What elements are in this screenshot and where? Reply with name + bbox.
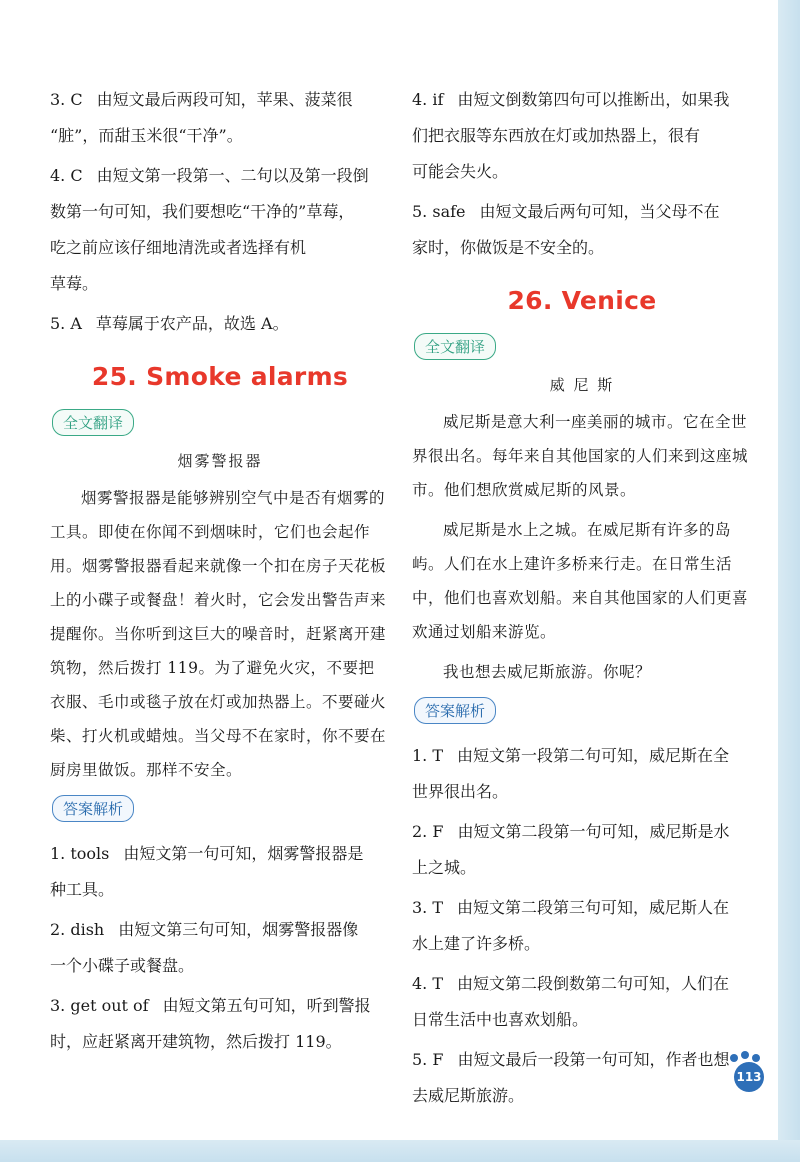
item-text-line: 吃之前应该仔细地清洗或者选择有机: [50, 238, 307, 257]
item-text-line: 世界很出名。: [412, 782, 509, 801]
item-answer: A: [70, 314, 82, 333]
answer-analysis-list: [412, 738, 752, 1114]
prev-answer-list: [50, 82, 390, 342]
answer-analysis-list: [50, 836, 390, 1060]
item-answer: F: [432, 1050, 444, 1069]
translation-title: 烟雾警报器: [177, 452, 263, 470]
analysis-tag: 答案解析: [414, 697, 496, 724]
item-text-line: 草莓属于农产品，故选 A。: [95, 314, 289, 333]
item-number: 4.: [50, 166, 66, 185]
item-text-line: “脏”，而甜玉米很“干净”。: [50, 126, 243, 145]
answer-item: [50, 836, 390, 908]
answer-item: [412, 82, 752, 190]
item-answer: F: [432, 822, 444, 841]
item-number: 3.: [50, 90, 66, 109]
translation-title: 威 尼 斯: [549, 376, 615, 394]
item-text-line: 数第一句可知，我们要想吃“干净的”草莓，: [50, 202, 355, 221]
item-answer: C: [70, 90, 83, 109]
item-text-line: 家时，你做饭是不安全的。: [412, 238, 605, 257]
translation-tag: 全文翻译: [52, 409, 134, 436]
item-number: 1.: [412, 746, 428, 765]
answer-item: [50, 82, 390, 154]
item-number: 2.: [50, 920, 66, 939]
page-edge-right: [778, 0, 800, 1162]
answer-item: [412, 814, 752, 886]
item-number: 1.: [50, 844, 66, 863]
item-text-line: 草莓。: [50, 274, 99, 293]
translation-body: [50, 481, 390, 787]
item-text-line: 由短文第一段第二句可知，威尼斯在全: [457, 746, 730, 765]
item-answer: get out of: [70, 996, 149, 1015]
item-answer: T: [432, 974, 444, 993]
answer-item: [412, 738, 752, 810]
item-number: 4.: [412, 974, 428, 993]
page-edge-bottom: [0, 1140, 800, 1162]
translation-paragraph: 烟雾警报器是能够辨别空气中是否有烟雾的工具。即使在你闻不到烟味时，它们也会起作用。烟雾警报器看起来就像一个扣在房子天花板上的小碟子或餐盘！着火时，它会发出警告声来提醒你。当你听到这巨大的噪音时，赶紧离开建筑物，然后拨打 119。为了避免火灾，不要把衣服、毛巾或毯子放在灯或加热器上。不要碰火柴、打火机或蜡烛。当父母不在家时，你不要在厨房里做饭。那样不安全。: [50, 489, 387, 779]
item-number: 4.: [412, 90, 428, 109]
item-text-line: 由短文第二段第一句可知，威尼斯是水: [457, 822, 730, 841]
section-title-smoke-alarms: 25. Smoke alarms: [91, 362, 349, 391]
item-number: 2.: [412, 822, 428, 841]
item-text-line: 可能会失火。: [412, 162, 509, 181]
item-number: 5.: [412, 1050, 428, 1069]
item-text-line: 由短文最后两句可知，当父母不在: [479, 202, 720, 221]
item-number: 3.: [50, 996, 66, 1015]
translation-tag: 全文翻译: [414, 333, 496, 360]
item-text-line: 去威尼斯旅游。: [412, 1086, 525, 1105]
item-answer: dish: [70, 920, 105, 939]
answer-item: [50, 912, 390, 984]
translation-paragraph: 我也想去威尼斯旅游。你呢？: [443, 663, 652, 681]
item-text-line: 水上建了许多桥。: [412, 934, 541, 953]
item-text-line: 时，应赶紧离开建筑物，然后拨打 119。: [50, 1032, 342, 1051]
answer-item: [412, 194, 752, 266]
item-answer: tools: [70, 844, 110, 863]
answer-item: [50, 988, 390, 1060]
item-text-line: 由短文第五句可知，听到警报: [162, 996, 371, 1015]
item-answer: T: [432, 746, 444, 765]
item-text-line: 由短文第三句可知，烟雾警报器像: [118, 920, 359, 939]
item-text-line: 们把衣服等东西放在灯或加热器上，很有: [412, 126, 701, 145]
item-text-line: 由短文最后两段可知，苹果、菠菜很: [96, 90, 353, 109]
right-column: [412, 82, 752, 1118]
answer-item: [50, 306, 390, 342]
item-answer: safe: [432, 202, 466, 221]
item-text-line: 种工具。: [50, 880, 115, 899]
item-text-line: 一个小碟子或餐盘。: [50, 956, 195, 975]
left-column: [50, 82, 390, 1064]
item-number: 5.: [412, 202, 428, 221]
translation-paragraph: 威尼斯是意大利一座美丽的城市。它在全世界很出名。每年来自其他国家的人们来到这座城市。他们想欣赏威尼斯的风景。: [412, 413, 749, 499]
item-answer: T: [432, 898, 444, 917]
prev-answer-list: [412, 82, 752, 266]
item-number: 5.: [50, 314, 66, 333]
answer-item: [50, 158, 390, 302]
answer-item: [412, 966, 752, 1038]
item-text-line: 日常生活中也喜欢划船。: [412, 1010, 589, 1029]
item-number: 3.: [412, 898, 428, 917]
analysis-tag: 答案解析: [52, 795, 134, 822]
item-text-line: 由短文倒数第四句可以推断出，如果我: [457, 90, 730, 109]
answer-item: [412, 890, 752, 962]
item-answer: C: [70, 166, 83, 185]
item-text-line: 上之城。: [412, 858, 477, 877]
item-text-line: 由短文最后一段第一句可知，作者也想: [457, 1050, 730, 1069]
translation-body: [412, 405, 752, 689]
item-text-line: 由短文第二段第三句可知，威尼斯人在: [457, 898, 730, 917]
item-text-line: 由短文第一句可知，烟雾警报器是: [123, 844, 364, 863]
item-text-line: 由短文第一段第一、二句以及第一段倒: [96, 166, 369, 185]
page-number: 113: [734, 1062, 764, 1092]
section-title-venice: 26. Venice: [507, 286, 657, 315]
item-text-line: 由短文第二段倒数第二句可知，人们在: [457, 974, 730, 993]
translation-paragraph: 威尼斯是水上之城。在威尼斯有许多的岛屿。人们在水上建许多桥来行走。在日常生活中，他们也喜欢划船。来自其他国家的人们更喜欢通过划船来游览。: [412, 521, 749, 641]
answer-item: [412, 1042, 752, 1114]
item-answer: if: [432, 90, 444, 109]
